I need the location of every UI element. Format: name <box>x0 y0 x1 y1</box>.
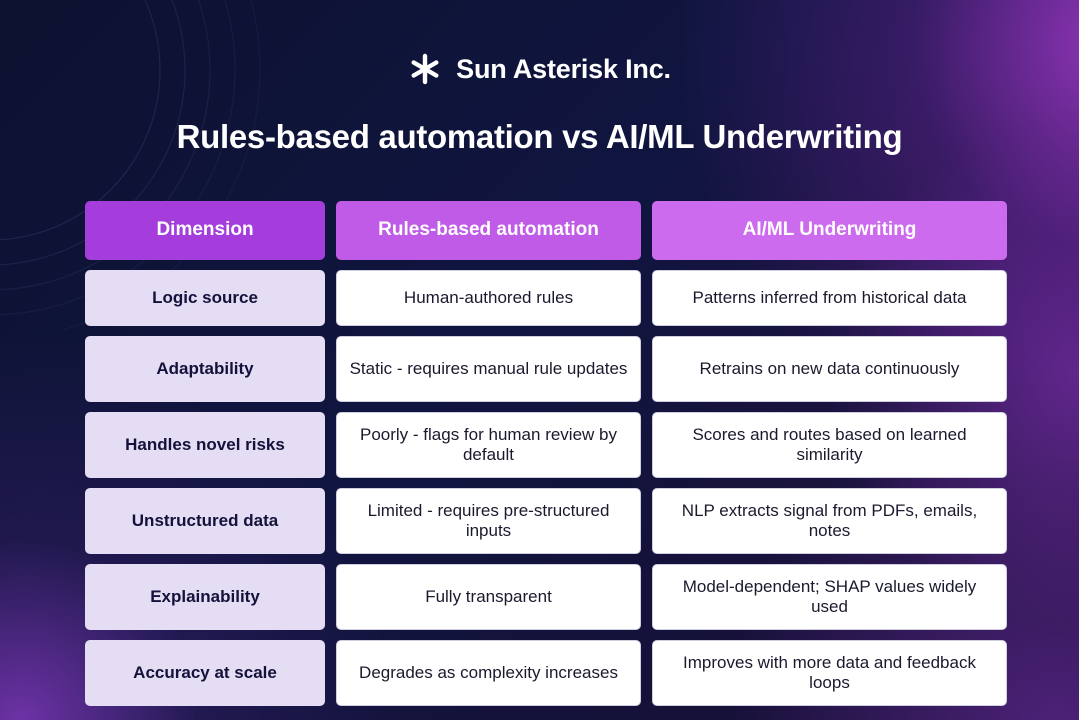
row-rules-value: Degrades as complexity increases <box>336 640 641 706</box>
page-title: Rules-based automation vs AI/ML Underwriting <box>176 118 903 155</box>
row-dimension-label: Explainability <box>85 564 325 630</box>
row-rules-value: Static - requires manual rule updates <box>336 336 641 402</box>
table-row <box>85 640 1007 706</box>
row-ai-value: NLP extracts signal from PDFs, emails, notes <box>652 488 1007 554</box>
row-dimension-label: Adaptability <box>85 336 325 402</box>
row-ai-value: Improves with more data and feedback loops <box>652 640 1007 706</box>
row-dimension-label: Unstructured data <box>85 488 325 554</box>
row-ai-value: Model-dependent; SHAP values widely used <box>652 564 1007 630</box>
table-row <box>85 270 1007 326</box>
brand-logo <box>0 52 1079 86</box>
row-rules-value: Fully transparent <box>336 564 641 630</box>
table-row <box>85 336 1007 402</box>
row-dimension-label: Logic source <box>85 270 325 326</box>
row-rules-value: Limited - requires pre-structured inputs <box>336 488 641 554</box>
table-row <box>85 412 1007 478</box>
table-header-row <box>85 201 1007 260</box>
brand-name: Sun Asterisk Inc. <box>456 53 671 84</box>
column-header-ai-ml-underwriting: AI/ML Underwriting <box>652 201 1007 260</box>
row-ai-value: Patterns inferred from historical data <box>652 270 1007 326</box>
row-dimension-label: Handles novel risks <box>85 412 325 478</box>
row-rules-value: Poorly - flags for human review by default <box>336 412 641 478</box>
row-ai-value: Scores and routes based on learned similarity <box>652 412 1007 478</box>
row-dimension-label: Accuracy at scale <box>85 640 325 706</box>
column-header-dimension: Dimension <box>85 201 325 260</box>
row-ai-value: Retrains on new data continuously <box>652 336 1007 402</box>
table-row <box>85 488 1007 554</box>
row-rules-value: Human-authored rules <box>336 270 641 326</box>
asterisk-icon <box>408 52 442 86</box>
column-header-rules-based-automation: Rules-based automation <box>336 201 641 260</box>
table-row <box>85 564 1007 630</box>
comparison-table <box>85 201 1007 706</box>
